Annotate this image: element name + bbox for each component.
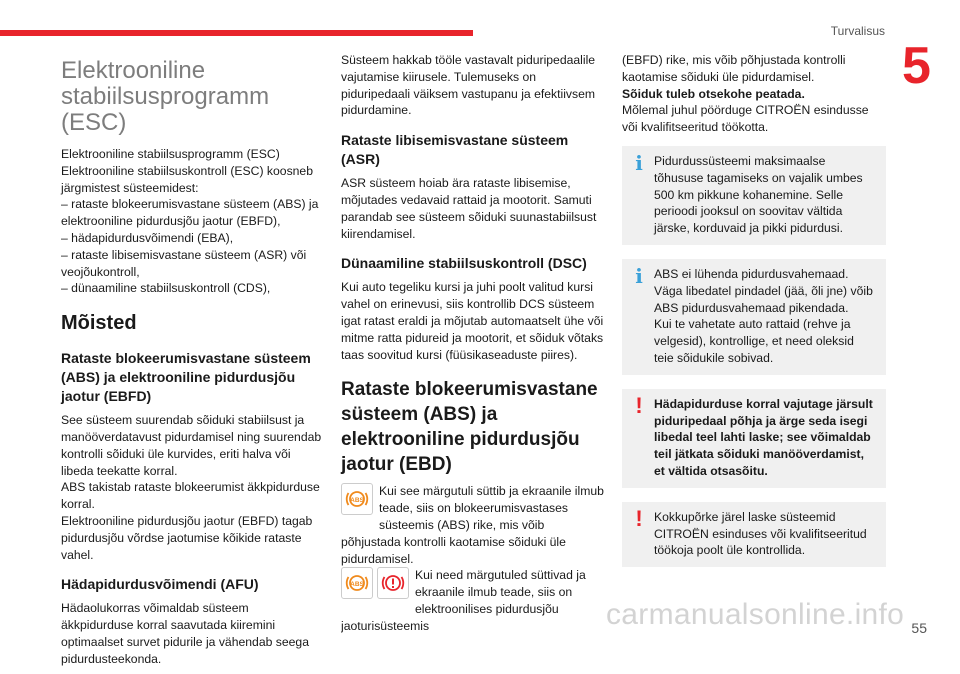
stop-vehicle-text: Sõiduk tuleb otsekohe peatada. [622, 86, 805, 101]
abs-lamp-text: Kui see märgutuli süttib ja ekraanile ilmub teade, siis on blokeerumisvastases süsteemis (ABS) rike, mis võib põhjustada kontrolli kaotamise sõiduki üle pidurdamisel. [341, 484, 604, 566]
ebfd-continued: (EBFD) rike, mis võib põhjustada kontrolli kaotamise sõiduki üle pidurdamisel. [622, 53, 846, 84]
info-note-breaking-in [622, 146, 886, 245]
abs-warning-lamp-icon [341, 483, 373, 515]
warning-icon: ! [635, 505, 643, 531]
ebd-warning-paragraph [341, 567, 605, 634]
page-number: 55 [911, 620, 927, 636]
abs-warning-paragraph [341, 483, 605, 567]
dsc-text: Kui auto tegeliku kursi ja juhi poolt valitud kursi vahel on erinevusi, siis kontrollib DCS süsteem igat ratast eraldi ja mõjutab automaatselt ühe või mitme ratta pidureid ja mootorit, et sõiduk võtaks taas soovitud kursi (füüsikaseaduste piires). [341, 280, 604, 362]
column-1 [61, 52, 324, 674]
warning-note-emergency-braking [622, 389, 886, 488]
column-2 [341, 52, 605, 635]
warning-text: Hädapidurduse korral vajutage järsult piduripedaal põhja ja ärge seda isegi libedal teel lahti laske; see võimaldab teil jätkata sõiduki manööverdamist, et vältida otsasõitu. [654, 396, 873, 478]
info-icon: i [635, 150, 643, 175]
chapter-number: 5 [902, 37, 931, 95]
note-text: Pidurdussüsteemi maksimaalse tõhususe tagamiseks on vajalik umbes 500 km pikkune kohanemine. Selle perioodi jooksul on soovitav vältida järske, korduvaid ja pikki pidurdusi. [654, 153, 863, 236]
watermark: carmanualsonline.info [606, 598, 905, 631]
abs-text: See süsteem suurendab sõiduki stabiilsust ja manööverdatavust pidurdamisel ning suurendab kontrolli sõiduki üle kurvides, eriti halva või libeda teekatte korral. ABS takistab rataste blokeerumist äkkpidurduse korral. Elektrooniline pidurdusjõu jaotur (EBFD) tagab pidurdusjõu võrdse jaotumise kõikide rataste vahel. [61, 413, 322, 562]
intro-text: Elektrooniline stabiilsusprogramm (ESC) Elektrooniline stabiilsuskontroll (ESC) koosneb järgmistest süsteemidest: – rataste blokeerumisvastane süsteem (ABS) ja elektrooniline pidurdusjõu jaotur (EBFD), – hädapidurdusvõimendi (EBA), – rataste libisemisvastane süsteem (ASR) või veojõukontroll, – dünaamiline stabiilsuskontroll (CDS), [61, 147, 319, 296]
asr-heading: Rataste libisemisvastane süsteem (ASR) [341, 132, 569, 168]
dealer-text: Mõlemal juhul pöörduge CITROËN esindusse või kvalifitseeritud töökotta. [622, 103, 869, 135]
abs-heading: Rataste blokeerumisvastane süsteem (ABS) ja elektrooniline pidurdusjõu jaotur (EBFD) [61, 350, 311, 405]
svg-text:ABS: ABS [350, 497, 364, 505]
top-accent-bar [0, 30, 473, 36]
afu-continued: Süsteem hakkab tööle vastavalt piduripedaalile vajutamise kiirusele. Tulemuseks on piduripedaali väiksem vastupanu ja efektiivsem pidurdamine. [341, 53, 596, 118]
afu-heading: Hädapidurdusvõimendi (AFU) [61, 576, 259, 593]
asr-text: ASR süsteem hoiab ära rataste libisemise, mõjutades vedavaid rattaid ja mootorit. Samuti parandab see süsteem sõiduki suunastabiilsust kiirendamisel. [341, 176, 597, 241]
warning-icon: ! [635, 392, 643, 418]
ebd-lamp-text: Kui need märgutuled süttivad ja ekraanile ilmub teade, siis on elektroonilises pidurdusjõu jaoturisüsteemis [341, 568, 586, 633]
definitions-heading: Mõisted [61, 312, 137, 335]
info-icon: i [635, 263, 643, 288]
info-note-abs [622, 259, 886, 375]
dsc-heading: Dünaamiline stabiilsuskontroll (DSC) [341, 255, 587, 272]
column-3 [622, 52, 886, 581]
svg-text:ABS: ABS [350, 581, 364, 589]
warning-text: Kokkupõrke järel laske süsteemid CITROËN esinduses või kvalifitseeritud töökoja poolt üle kontrollida. [654, 509, 867, 558]
brake-warning-lamp-icon [377, 567, 409, 599]
abs-ebd-heading: Rataste blokeerumisvastane süsteem (ABS) ja elektrooniline pidurdusjõu jaotur (EBD) [341, 379, 598, 476]
note-text: ABS ei lühenda pidurdusvahemaad. Väga libedatel pindadel (jää, õli jne) võib ABS pidurdusvahemaad pikendada. Kui te vahetate auto rattaid (rehve ja velgesid), kontrollige, et need oleksid teie sõidukile sobivad. [654, 266, 873, 365]
page-heading: Elektrooniline stabiilsusprogramm (ESC) [61, 57, 270, 136]
warning-note-collision [622, 502, 886, 567]
afu-text: Hädaolukorras võimaldab süsteem äkkpidurduse korral saavutada kiiremini optimaalset survet pidurile ja vähendab seega pidurdusteekonda. [61, 601, 309, 666]
abs-warning-lamp-icon [341, 567, 373, 599]
section-title: Turvalisus [830, 24, 885, 38]
